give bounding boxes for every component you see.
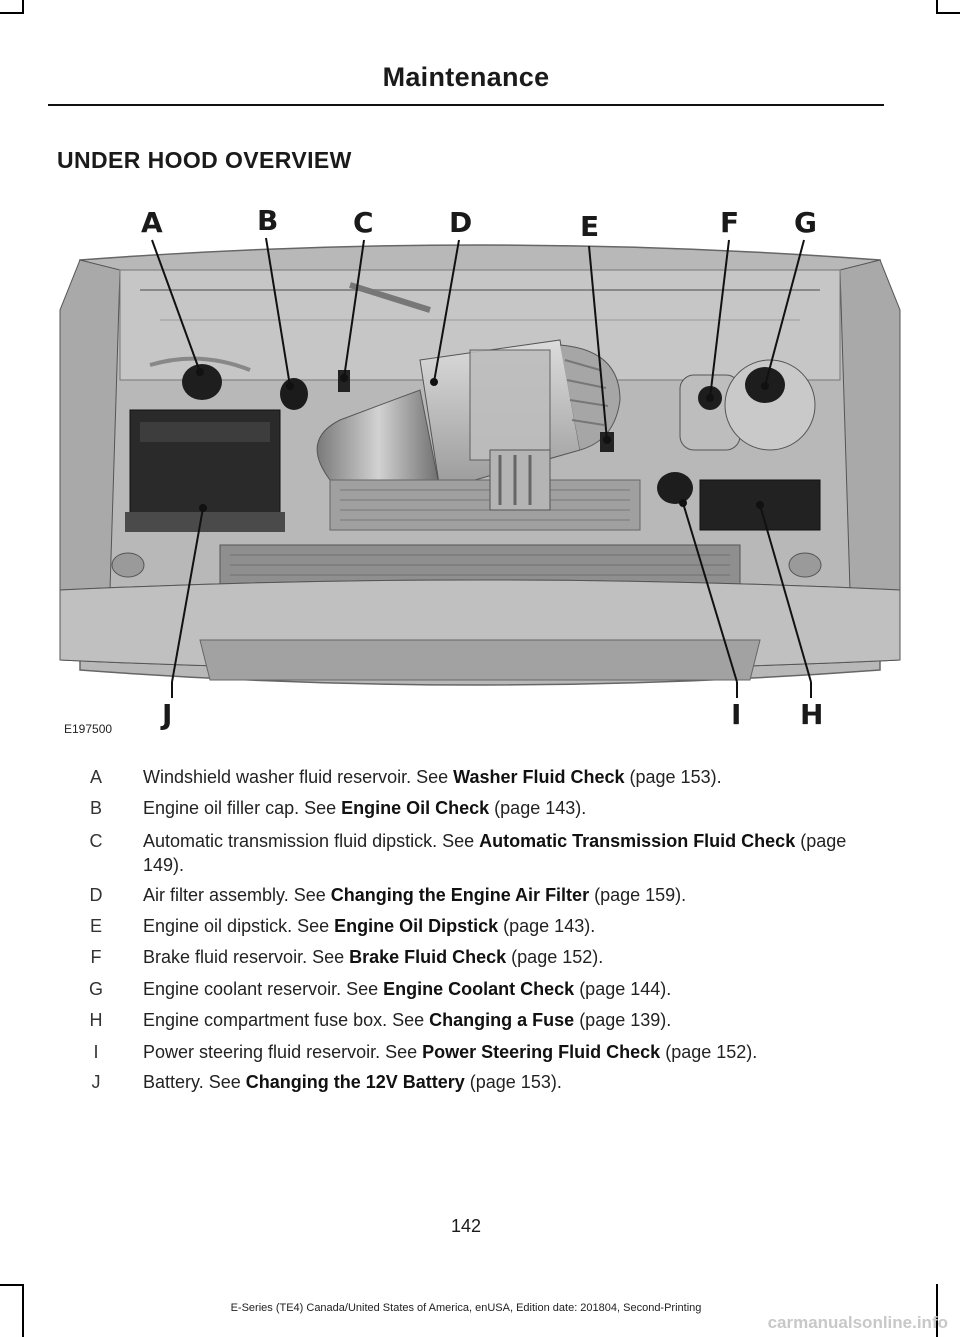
legend-text: Battery. See Changing the 12V Battery (page 153). [143,1072,562,1092]
legend-key: C [89,831,103,851]
callout-b: B [257,204,279,237]
cross-reference-link[interactable]: Brake Fluid Check [349,947,507,967]
legend-text: Brake fluid reservoir. See Brake Fluid Check (page 152). [143,947,604,967]
legend-key: J [91,1072,101,1092]
page-header-title: Maintenance [382,62,550,92]
crop-mark [22,0,24,14]
cross-reference-link[interactable]: Automatic Transmission Fluid Check [479,831,796,851]
crop-mark [936,12,960,14]
footer-edition: E-Series (TE4) Canada/United States of America, enUSA, Edition date: 201804, Second-Printing [230,1302,702,1314]
page-number: 142 [450,1216,482,1236]
callout-c: C [353,206,374,239]
legend-text: Air filter assembly. See Changing the Engine Air Filter (page 159). [143,885,687,905]
callout-i: I [731,698,742,731]
figure-code: E197500 [64,722,113,736]
header-divider [48,104,884,106]
cross-reference-link[interactable]: Engine Oil Dipstick [334,916,499,936]
engine-bay-illustration [0,200,960,740]
legend-text: Engine coolant reservoir. See Engine Coolant Check (page 144). [143,979,672,999]
legend-key: E [89,916,102,936]
crop-mark [0,1284,22,1286]
callout-f: F [720,206,740,239]
cross-reference-link[interactable]: Changing the 12V Battery [245,1072,465,1092]
cross-reference-link[interactable]: Changing a Fuse [429,1010,575,1030]
cross-reference-link[interactable]: Power Steering Fluid Check [422,1042,661,1062]
legend-key: A [89,767,102,787]
callout-h: H [800,698,824,731]
callout-d: D [449,206,473,239]
legend-text: Engine oil filler cap. See Engine Oil Check (page 143). [143,798,587,818]
crop-mark [936,0,938,14]
cross-reference-link[interactable]: Engine Coolant Check [383,979,575,999]
callout-g: G [794,206,817,239]
legend-key: F [90,947,102,967]
cross-reference-link[interactable]: Engine Oil Check [341,798,490,818]
callout-a: A [141,206,163,239]
watermark: carmanualsonline.info [767,1313,948,1332]
legend-key: G [88,979,103,999]
legend-text: Power steering fluid reservoir. See Power Steering Fluid Check (page 152). [143,1042,758,1062]
under-hood-figure [0,200,960,740]
legend-key: D [89,885,103,905]
legend-text: Engine compartment fuse box. See Changing a Fuse (page 139). [143,1010,672,1030]
cross-reference-link[interactable]: Changing the Engine Air Filter [330,885,590,905]
crop-mark [0,12,22,14]
callout-j: J [162,698,173,731]
callout-e: E [580,210,600,243]
legend-text: Automatic transmission fluid dipstick. See Automatic Transmission Fluid Check (page 149). [143,831,847,875]
legend-text: Engine oil dipstick. See Engine Oil Dipstick (page 143). [143,916,596,936]
legend-key: H [89,1010,103,1030]
legend-key: I [93,1042,99,1062]
legend-key: B [89,798,102,818]
cross-reference-link[interactable]: Washer Fluid Check [453,767,625,787]
section-title: UNDER HOOD OVERVIEW [57,147,352,173]
legend-text: Windshield washer fluid reservoir. See Washer Fluid Check (page 153). [143,767,722,787]
